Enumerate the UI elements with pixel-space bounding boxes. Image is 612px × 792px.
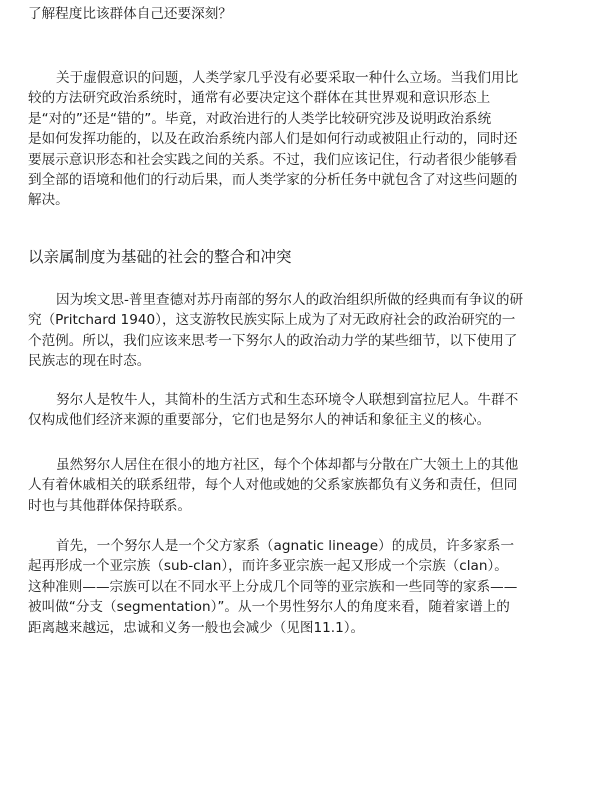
text-line: 到全部的语境和他们的行动后果，而人类学家的分析任务中就包含了对这些问题的 xyxy=(28,171,518,188)
text-line: 被叫做“分支（segmentation）”。从一个男性努尔人的角度来看，随着家谱上的 xyxy=(28,599,510,616)
paragraph-local-communities xyxy=(28,455,518,516)
paragraph-continuation xyxy=(28,4,232,24)
text-line: 因为埃文思-普里查德对苏丹南部的努尔人的政治组织所做的经典而有争议的研 xyxy=(56,292,524,308)
text-line: 关于虚假意识的问题，人类学家几乎没有必要采取一种什么立场。当我们用比 xyxy=(56,70,519,86)
text-line: 要展示意识形态和社会实践之间的关系。不过，我们应该记住，行动者很少能够看 xyxy=(28,151,518,168)
text-line: 距离越来越远，忠诚和义务一般也会减少（见图11.1）。 xyxy=(28,619,365,636)
text-line: 是如何发挥功能的，以及在政治系统内部人们是如何行动或被阻止行动的，同时还 xyxy=(28,131,518,148)
text-line: 是“对的”还是“错的”。毕竟，对政治进行的人类学比较研究涉及说明政治系统 xyxy=(28,110,492,127)
paragraph-false-consciousness xyxy=(28,68,518,211)
text-line: 起再形成一个亚宗族（sub-clan），而许多亚宗族一起又形成一个宗族（clan）。 xyxy=(28,558,508,575)
text-line: 仅构成他们经济来源的重要部分，它们也是努尔人的神话和象征主义的核心。 xyxy=(28,412,491,429)
paragraph-nuer-intro xyxy=(28,290,523,372)
paragraph-cattle-herders xyxy=(28,390,518,431)
text-line: 首先，一个努尔人是一个父方家系（agnatic lineage）的成员，许多家系一 xyxy=(56,538,515,554)
section-heading: 以亲属制度为基础的社会的整合和冲突 xyxy=(28,248,292,266)
text-line: 这种准则——宗族可以在不同水平上分成几个同等的亚宗族和一些同等的家系—— xyxy=(28,578,518,595)
text-line: 努尔人是牧牛人，其简朴的生活方式和生态环境令人联想到富拉尼人。牛群不 xyxy=(56,392,519,408)
text-line: 究（Pritchard 1940），这支游牧民族实际上成为了对无政府社会的政治研究的一 xyxy=(28,312,516,329)
text-line: 了解程度比该群体自己还要深刻？ xyxy=(28,6,232,22)
text-line: 虽然努尔人居住在很小的地方社区，每个个体却都与分散在广大领土上的其他 xyxy=(56,457,519,473)
text-line: 较的方法研究政治系统时，通常有必要决定这个群体在其世界观和意识形态上 xyxy=(28,90,491,107)
text-line: 民族志的现在时态。 xyxy=(28,353,151,370)
text-line: 时也与其他群体保持联系。 xyxy=(28,497,192,514)
text-line: 人有着休戚相关的联系纽带，每个人对他或她的父系家族都负有义务和责任，但同 xyxy=(28,477,518,494)
text-line: 解决。 xyxy=(28,192,69,209)
paragraph-lineage-segmentation xyxy=(28,536,517,638)
text-line: 个范例。所以，我们应该来思考一下努尔人的政治动力学的某些细节，以下使用了 xyxy=(28,332,518,349)
